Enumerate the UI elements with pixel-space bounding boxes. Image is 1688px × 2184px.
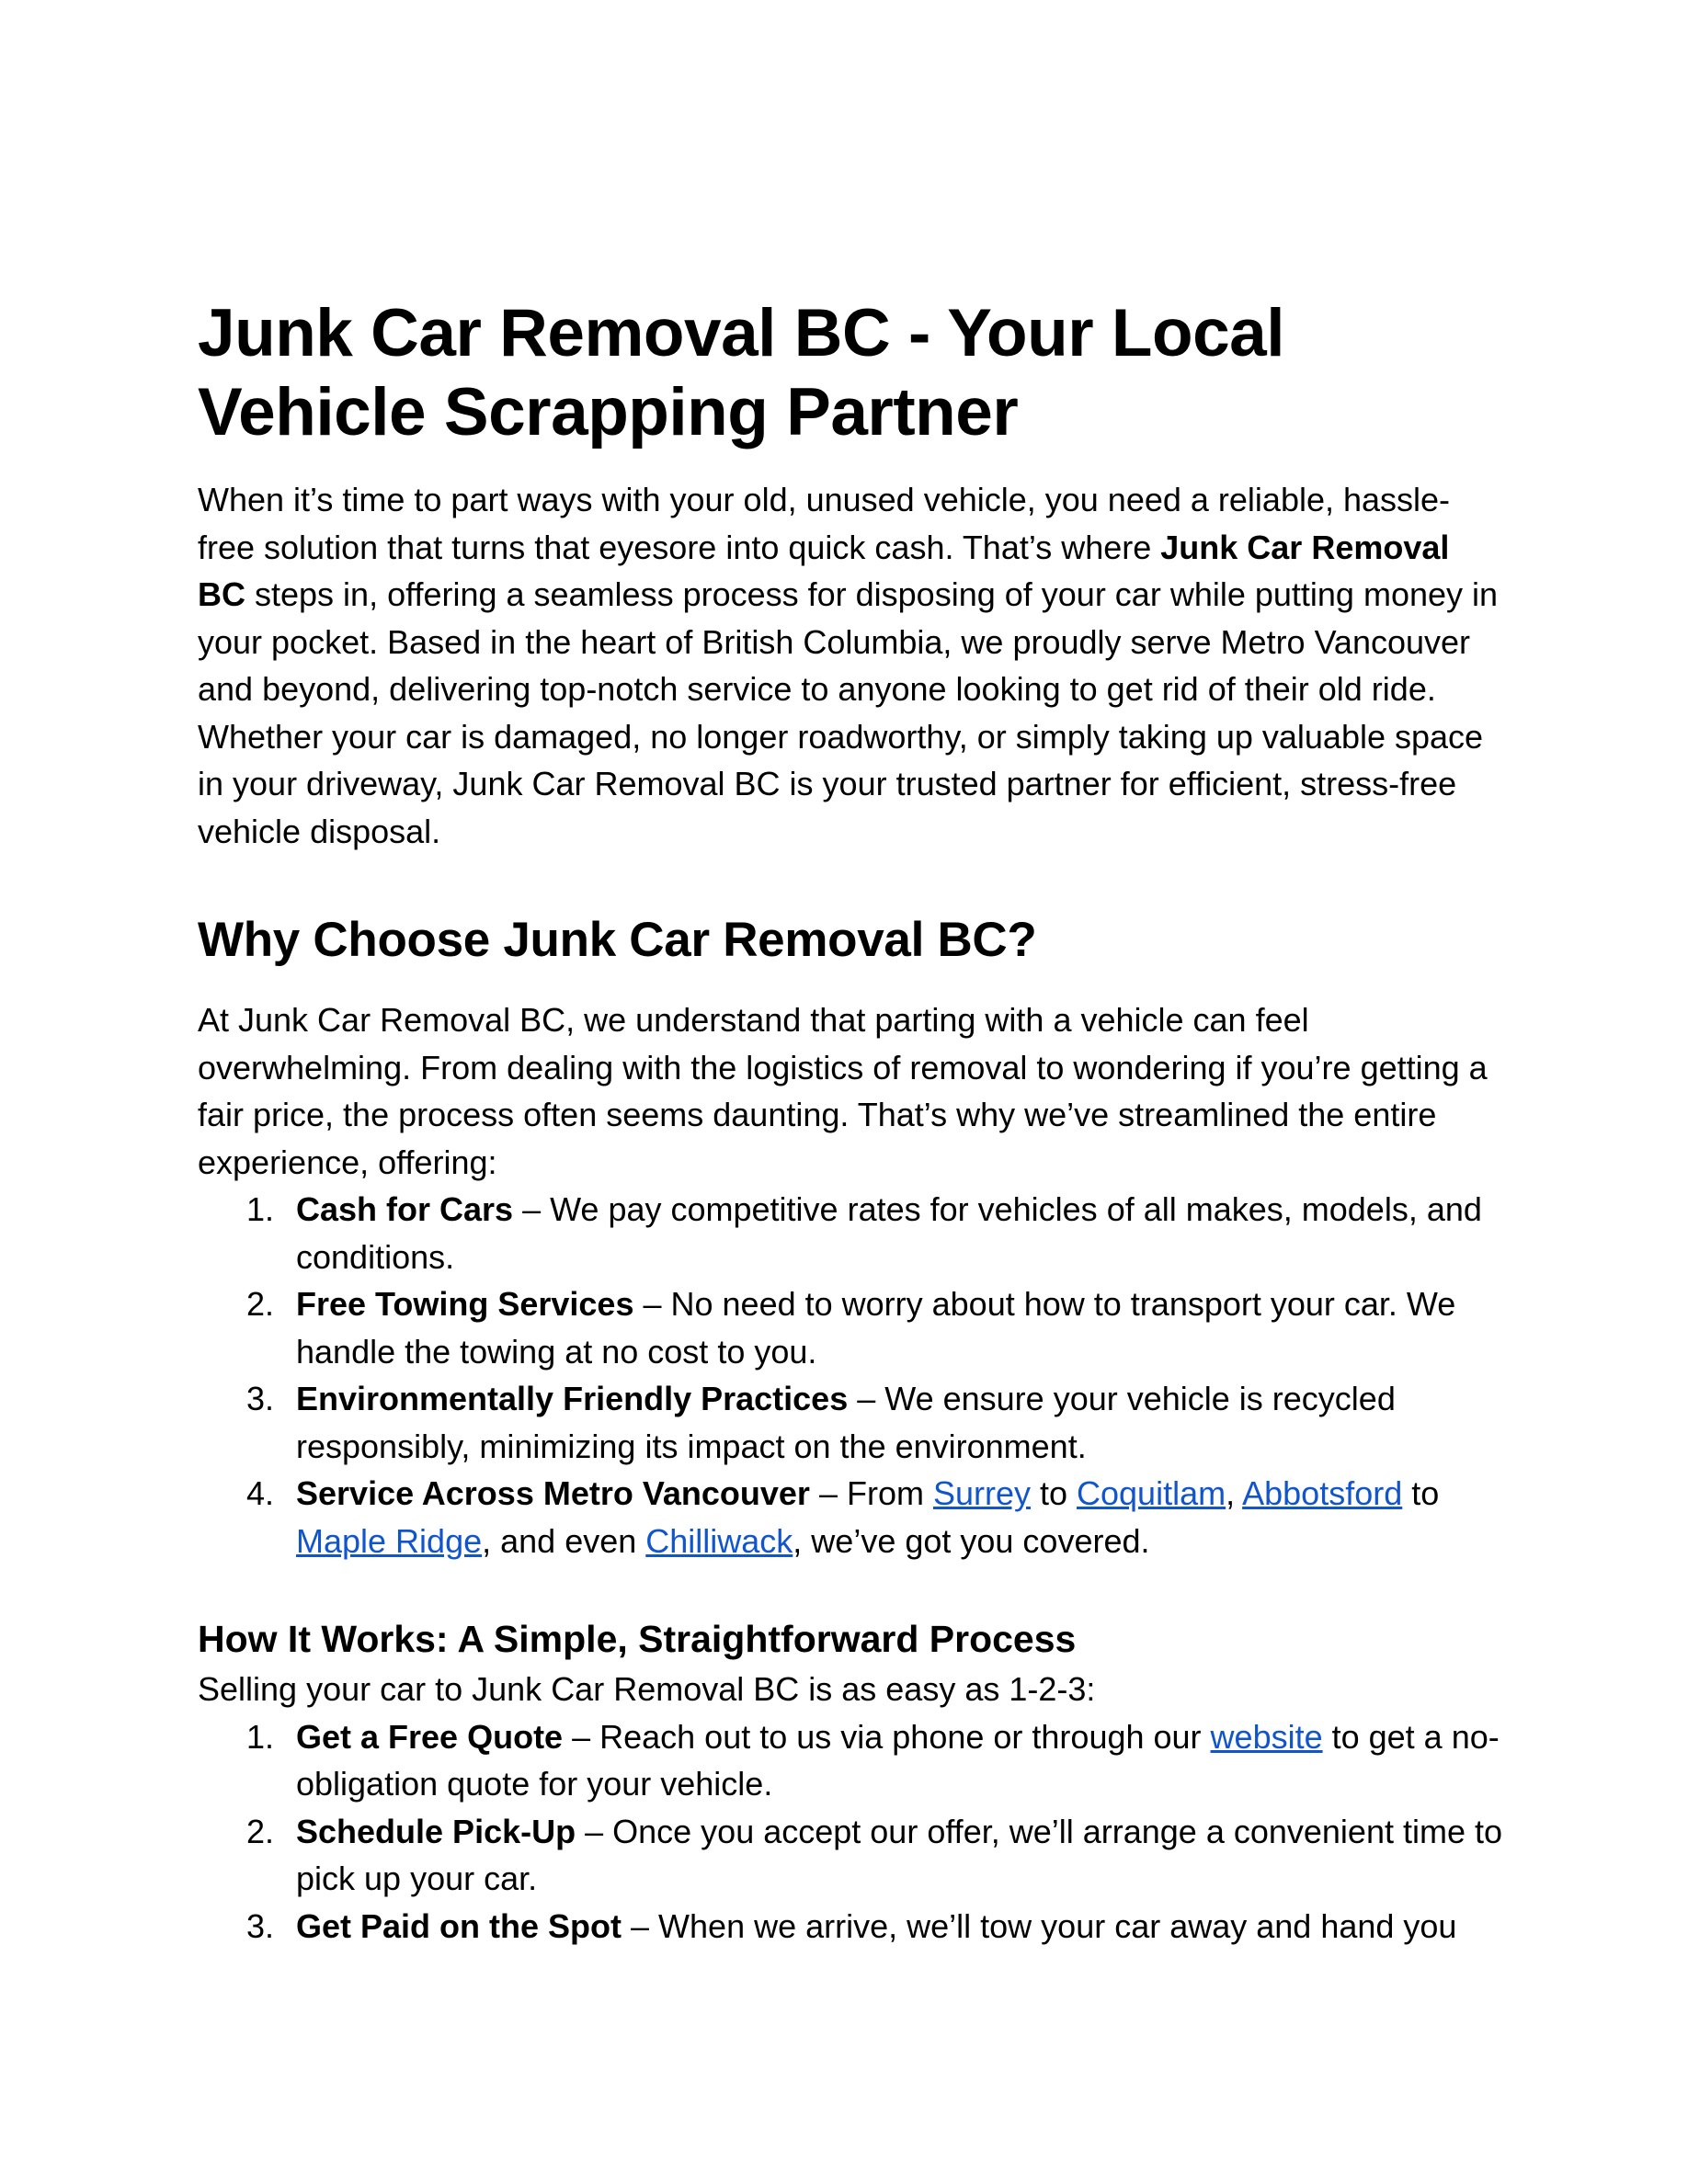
how-heading: How It Works: A Simple, Straightforward Process bbox=[198, 1618, 1077, 1660]
list-item bbox=[198, 1470, 1503, 1564]
list-item-text: – When we arrive, we’ll tow your car away and hand you bbox=[622, 1906, 1457, 1945]
maple-ridge-link[interactable]: Maple Ridge bbox=[296, 1521, 483, 1560]
list-item-text: – Reach out to us via phone or through our bbox=[563, 1717, 1211, 1756]
list-number: 4. bbox=[246, 1474, 275, 1512]
list-item-text: – Once you accept our offer, we’ll arrange a convenient time to pick up your car. bbox=[296, 1812, 1503, 1897]
list-item-title: Get a Free Quote bbox=[296, 1717, 564, 1756]
list-item bbox=[198, 1713, 1503, 1808]
surrey-link[interactable]: Surrey bbox=[932, 1474, 1031, 1512]
list-item bbox=[198, 1280, 1503, 1375]
list-item-title: Schedule Pick-Up bbox=[296, 1812, 576, 1850]
list-item-text: to get a no-obligation quote for your vehicle. bbox=[296, 1717, 1500, 1803]
intro-text-start: When it’s time to part ways with your old, unused vehicle, you need a reliable, hassle-free solution that turns that eyesore into quick cash. That’s where bbox=[198, 481, 1451, 566]
page-title: Junk Car Removal BC - Your Local Vehicle Scrapping Partner bbox=[198, 296, 1285, 449]
why-list bbox=[198, 1186, 1503, 1564]
list-item-text: , bbox=[1226, 1474, 1243, 1512]
coquitlam-link[interactable]: Coquitlam bbox=[1077, 1474, 1226, 1512]
abbotsford-link[interactable]: Abbotsford bbox=[1242, 1474, 1403, 1512]
list-item-title: Get Paid on the Spot bbox=[296, 1906, 622, 1945]
list-item bbox=[198, 1808, 1503, 1903]
list-item-text: to bbox=[1030, 1474, 1078, 1512]
intro-bold-brand: Junk Car Removal BC bbox=[198, 528, 1450, 613]
list-item-text: – From bbox=[809, 1474, 933, 1512]
list-item-title: Service Across Metro Vancouver bbox=[296, 1474, 810, 1512]
chilliwack-link[interactable]: Chilliwack bbox=[645, 1521, 793, 1560]
list-item bbox=[198, 1375, 1503, 1470]
list-number: 3. bbox=[246, 1380, 275, 1417]
list-number: 2. bbox=[246, 1285, 275, 1323]
list-item bbox=[198, 1186, 1503, 1280]
list-item-text: – We pay competitive rates for vehicles of all makes, models, and conditions. bbox=[296, 1190, 1482, 1276]
list-item bbox=[198, 1903, 1503, 1951]
list-item-title: Free Towing Services bbox=[296, 1285, 634, 1323]
list-item-text: to bbox=[1402, 1474, 1440, 1512]
list-item-text: , we’ve got you covered. bbox=[793, 1521, 1150, 1560]
intro-text-end: steps in, offering a seamless process for disposing of your car while putting money in your pocket. Based in the heart of British Columbia, we proudly serve Metro Vancouver and beyond, delivering top-notch service to anyone looking to get rid of their old ride. Whether your car is damaged, no longer roadworthy, or simply taking up valuable space in your driveway, Junk Car Removal BC is your trusted partner for efficient, stress-free vehicle disposal. bbox=[198, 575, 1499, 850]
how-list bbox=[198, 1713, 1503, 1951]
intro-paragraph bbox=[198, 476, 1503, 855]
website-link[interactable]: website bbox=[1210, 1717, 1323, 1756]
document-page bbox=[198, 294, 1503, 1950]
why-heading: Why Choose Junk Car Removal BC? bbox=[198, 913, 1037, 967]
list-item-title: Environmentally Friendly Practices bbox=[296, 1380, 849, 1417]
list-item-text: – No need to worry about how to transport your car. We handle the towing at no cost to you. bbox=[296, 1285, 1456, 1371]
list-number: 3. bbox=[246, 1906, 275, 1945]
list-number: 1. bbox=[246, 1190, 275, 1228]
why-intro: At Junk Car Removal BC, we understand that parting with a vehicle can feel overwhelming. From dealing with the logistics of removal to wondering if you’re getting a fair price, the process often seems daunting. That’s why we’ve streamlined the entire experience, offering: bbox=[198, 1001, 1488, 1181]
how-intro: Selling your car to Junk Car Removal BC is as easy as 1-2-3: bbox=[198, 1670, 1096, 1708]
list-number: 2. bbox=[246, 1812, 275, 1850]
list-number: 1. bbox=[246, 1717, 275, 1756]
list-item-text: , and even bbox=[482, 1521, 646, 1560]
list-item-title: Cash for Cars bbox=[296, 1190, 514, 1228]
list-item-text: – We ensure your vehicle is recycled responsibly, minimizing its impact on the environment. bbox=[296, 1380, 1396, 1465]
